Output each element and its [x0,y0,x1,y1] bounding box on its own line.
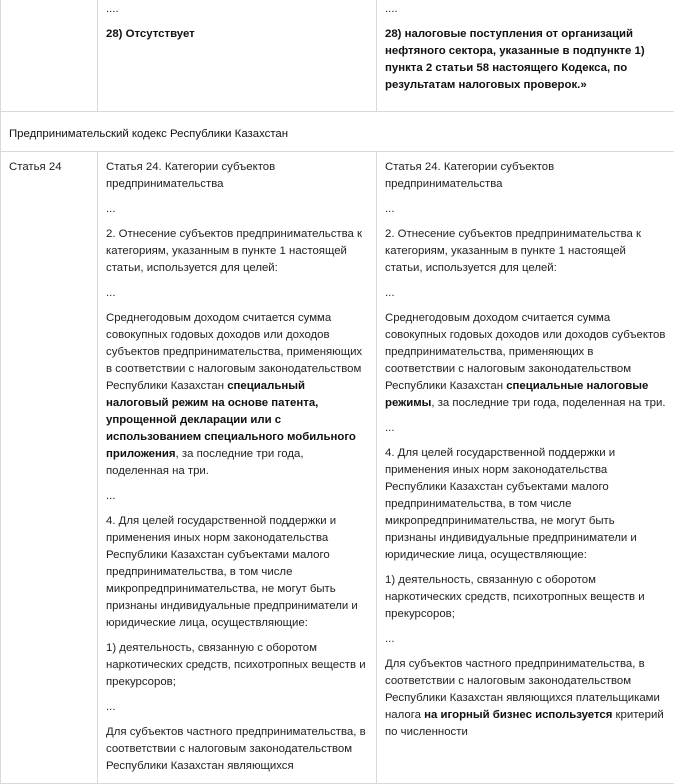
item-28-new: 28) налоговые поступления от организаций нефтяного сектора, указанные в подпункте 1) пункта 2 статьи 58 настоящего Кодекса, по результатам налоговых проверок.» [385,26,666,94]
ellipsis-text: ... [106,201,368,218]
average-income-paragraph: Среднегодовым доходом считается сумма совокупных годовых доходов или доходов субъектов предпринимательства, применяющих в соответствии с налоговым законодательством Республики Казахстан специальный налоговый режим на основе патента, упрощенной декларации или с использованием специального мобильного приложения, за последние три года, поделенная на три. [106,310,368,480]
article-label: Статья 24 [1,152,98,784]
ellipsis-text: .... [385,1,666,18]
paragraph-4: 4. Для целей государственной поддержки и применения иных норм законодательства Республики Казахстан субъектами малого предпринимательства, в том числе микропредпринимательства, не могут быть признаны индивидуальные предприниматели и юридические лица, осуществляющие: [106,513,368,632]
paragraph-4-item-1: 1) деятельность, связанную с оборотом наркотических средств, психотропных веществ и прекурсоров; [106,640,368,691]
ellipsis-text: ... [106,488,368,505]
changed-text: специальные налоговые режимы [385,380,648,409]
table-cell [1,0,98,112]
changed-text: специальный налоговый режим на основе патента, упрощенной декларации или с использованием специального мобильного приложения [106,380,356,460]
new-text-cell [377,152,674,784]
table-row [1,152,674,784]
paragraph-4-item-1: 1) деятельность, связанную с оборотом наркотических средств, психотропных веществ и прекурсоров; [385,572,666,623]
paragraph-4: 4. Для целей государственной поддержки и применения иных норм законодательства Республики Казахстан субъектами малого предпринимательства, в том числе микропредпринимательства, не могут быть признаны индивидуальные предприниматели и юридические лица, осуществляющие: [385,445,666,564]
average-income-paragraph: Среднегодовым доходом считается сумма совокупных годовых доходов или доходов субъектов предпринимательства, применяющих в соответствии с налоговым законодательством Республики Казахстан специальные налоговые режимы, за последние три года, поделенная на три. [385,310,666,412]
ellipsis-text: ... [385,285,666,302]
article-title: Статья 24. Категории субъектов предпринимательства [106,159,368,193]
article-title: Статья 24. Категории субъектов предпринимательства [385,159,666,193]
ellipsis-text: ... [385,201,666,218]
ellipsis-text: ... [106,699,368,716]
item-28-old: 28) Отсутствует [106,26,368,43]
ellipsis-text: ... [106,285,368,302]
table-row [1,0,674,112]
paragraph-2: 2. Отнесение субъектов предпринимательства к категориям, указанным в пункте 1 настоящей статьи, используется для целей: [106,226,368,277]
old-text-cell [98,152,377,784]
ellipsis-text: .... [106,1,368,18]
changed-text: на игорный бизнес используется [424,709,612,721]
ellipsis-text: ... [385,631,666,648]
table-row [1,112,674,152]
ellipsis-text: ... [385,420,666,437]
section-title: Предпринимательский кодекс Республики Казахстан [1,112,674,152]
last-paragraph: Для субъектов частного предпринимательства, в соответствии с налоговым законодательством Республики Казахстан являющихся [106,724,368,775]
table-cell [98,0,377,112]
table-cell [377,0,674,112]
last-paragraph: Для субъектов частного предпринимательства, в соответствии с налоговым законодательством Республики Казахстан являющихся плательщиками налога на игорный бизнес используется критерий по численности [385,656,666,741]
paragraph-2: 2. Отнесение субъектов предпринимательства к категориям, указанным в пункте 1 настоящей статьи, используется для целей: [385,226,666,277]
